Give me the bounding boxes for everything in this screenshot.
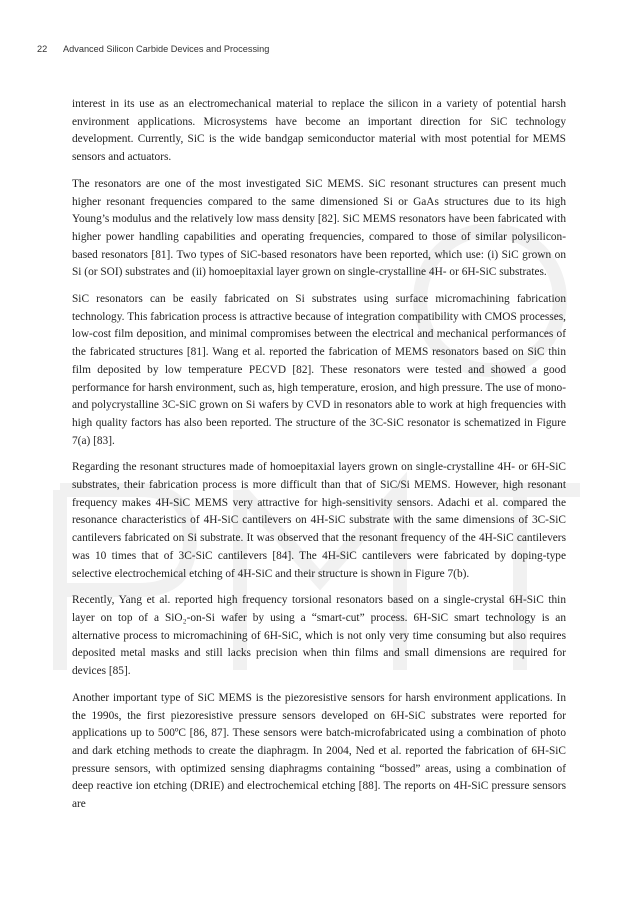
page-number: 22 (37, 44, 48, 54)
paragraph: interest in its use as an electromechanical material to replace the silicon in a variety of potential harsh environment applications. Microsystems have become an important direction for SiC technology development. Currently, SiC is the wide bandgap semiconductor material with most potential for MEMS sensors and actuators. (72, 98, 566, 164)
paragraph: The resonators are one of the most investigated SiC MEMS. SiC resonant structures can present much higher resonant frequencies compared to the same dimensioned Si or GaAs structures due to its high Young’s modulus and the relatively low mass density [82]. SiC MEMS resonators have been fabricated with higher power handling capabilities and operating frequencies, compared to those of similar polysilicon-based resonators [81]. Two types of SiC-based resonators have been reported, which use: (i) SiC grown on Si (or SOI) substrates and (ii) homoepitaxial layer grown on single-crystalline 4H- or 6H-SiC substrates. (72, 177, 566, 279)
paragraph: Regarding the resonant structures made of homoepitaxial layers grown on single-crystalline 4H- or 6H-SiC substrates, their fabrication process is more difficult than that of SiC/Si MEMS. However, high resonant frequency makes 4H-SiC MEMS very attractive for high-sensitivity sensors. Adachi et al. compared the resonance characteristics of 4H-SiC cantilevers on 4H-SiC substrate with the same dimensions of 3C-SiC cantilevers fabricated on Si substrate. It was observed that the resonant frequency of the 4H-SiC cantilevers was 10 times that of 3C-SiC cantilevers [84]. The 4H-SiC cantilevers were fabricated by doping-type selective electrochemical etching of 4H-SiC and their structure is shown in Figure 7(b). (72, 461, 566, 580)
running-header (37, 44, 269, 54)
paragraph: SiC resonators can be easily fabricated on Si substrates using surface micromachining fabrication technology. This fabrication process is attractive because of integration compatibility with CMOS processes, low-cost film deposition, and minimal compromises between the electrical and mechanical performances of the fabricated structures [81]. Wang et al. reported the fabrication of MEMS resonators based on SiC thin film deposited by low temperature PECVD [82]. These resonators were tested and showed a good performance for harsh environment, such as, high temperature, erosion, and high pressure. The use of mono- and polycrystalline 3C-SiC grown on Si wafers by CVD in resonators able to work at high frequencies with high quality factors has also been reported. The structure of the 3C-SiC resonator is schematized in Figure 7(a) [83]. (72, 293, 566, 447)
book-title: Advanced Silicon Carbide Devices and Processing (63, 44, 270, 54)
paragraph: Recently, Yang et al. reported high frequency torsional resonators based on a single-crystal 6H-SiC thin layer on top of a SiO₂-on-Si wafer by using a “smart-cut” process. 6H-SiC smart technology is an alternative process to micromachining of 6H-SiC, which is not only very time consuming but also requires deposited metal masks and still lacks precision when thin films and small dimensions are required for devices [85]. (72, 594, 566, 678)
body-text (72, 96, 566, 823)
paragraph: Another important type of SiC MEMS is the piezoresistive sensors for harsh environment applications. In the 1990s, the first piezoresistive pressure sensors developed on 6H-SiC substrates were reported for applications up to 500ºC [86, 87]. These sensors were batch-microfabricated using a combination of photo and dark etching methods to create the diaphragm. In 2004, Ned et al. reported the fabrication of 6H-SiC pressure sensors, with optimized sensing diaphragms containing “bossed” areas, using a combination of deep reactive ion etching (DRIE) and electrochemical etching [88]. The reports on 4H-SiC pressure sensors are (72, 691, 566, 811)
